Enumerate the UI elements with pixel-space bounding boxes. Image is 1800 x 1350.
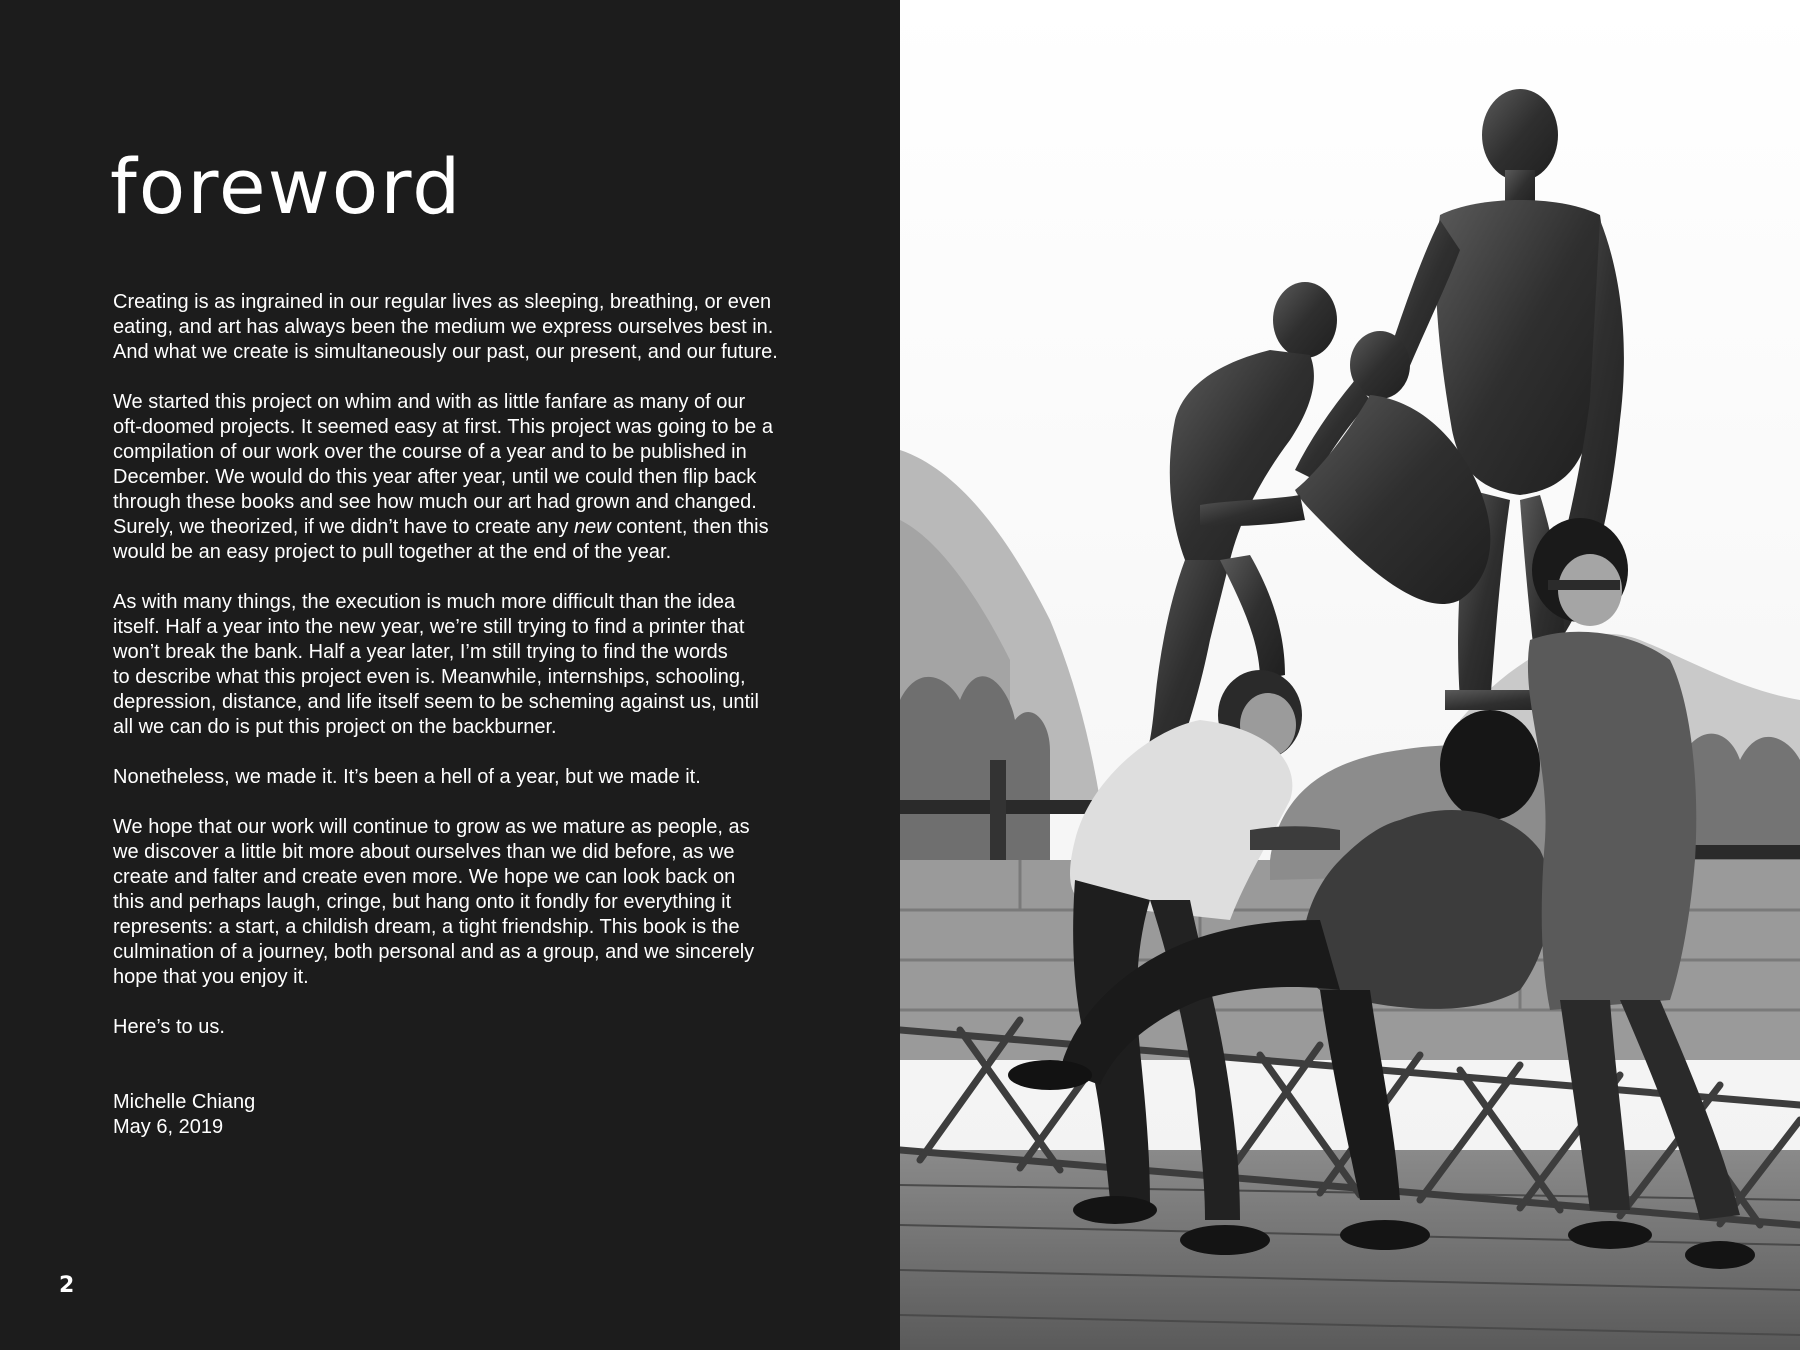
foreword-body bbox=[113, 290, 833, 1140]
paragraph-3 bbox=[113, 590, 833, 740]
signature-date: May 6, 2019 bbox=[113, 1116, 224, 1138]
paragraph-text: Creating is as ingrained in our regular lives as sleeping, breathing, or even eating, and art has always been the medium we express ourselves best in. And what we create is simultaneously our past, our present, and our future. bbox=[113, 291, 778, 363]
paragraph-2 bbox=[113, 390, 833, 565]
author-name: Michelle Chiang bbox=[113, 1091, 256, 1113]
paragraph-text: We hope that our work will continue to grow as we mature as people, as we discover a little bit more about ourselves than we did before, as we create and falter and create even more. We hope we can look back on this and perhaps laugh, cringe, but hang onto it fondly for everything it represents: a start, a childish dream, a tight friendship. This book is the culmination of a journey, both personal and as a group, and we sincerely hope that you enjoy it. bbox=[113, 816, 755, 988]
paragraph-text: We started this project on whim and with as little fanfare as many of our oft-doomed projects. It seemed easy at first. This project was going to be a compilation of our work over the course of a year and to be published in December. We would do this year after year, until we could then flip back through these books and see how much our art had grown and changed. Surely, we theorized, if we didn’t have to create any bbox=[113, 391, 773, 538]
paragraph-6 bbox=[113, 1015, 833, 1040]
paragraph-text: Nonetheless, we made it. It’s been a hell of a year, but we made it. bbox=[113, 766, 701, 788]
page-title: foreword bbox=[110, 142, 463, 231]
paragraph-text: content, then this would be an easy project to pull together at the end of the year. bbox=[113, 516, 769, 563]
signature-block bbox=[113, 1090, 833, 1140]
paragraph-text: As with many things, the execution is much more difficult than the idea itself. Half a year into the new year, we’re still trying to find a printer that won’t break the bank. Half a year later, I’m still trying to find the words to describe what this project even is. Meanwhile, internships, schooling, depression, distance, and life itself seem to be scheming against us, until all we can do is put this project on the backburner. bbox=[113, 591, 759, 738]
paragraph-1 bbox=[113, 290, 833, 365]
photo-illustration bbox=[900, 0, 1800, 1350]
railing-right bbox=[1680, 845, 1800, 859]
paragraph-4 bbox=[113, 765, 833, 790]
railing-post bbox=[990, 760, 1006, 860]
page-number: 2 bbox=[59, 1273, 75, 1298]
paragraph-text: Here’s to us. bbox=[113, 1016, 225, 1038]
paragraph-5 bbox=[113, 815, 833, 990]
group-photo bbox=[900, 0, 1800, 1350]
emphasized-word: new bbox=[574, 516, 611, 538]
